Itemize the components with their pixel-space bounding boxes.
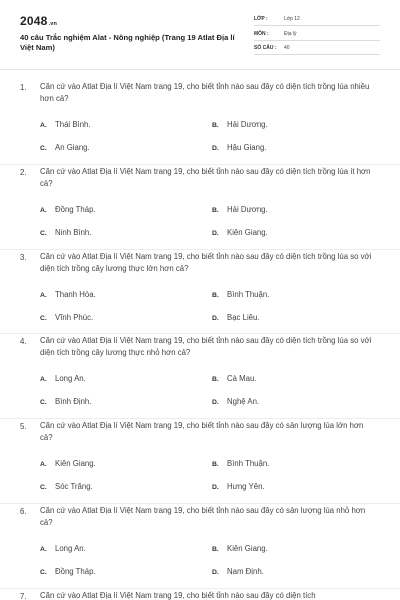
option-label: A. [40, 206, 47, 214]
answer-option-b[interactable] [212, 120, 268, 129]
option-text: Bạc Liêu. [227, 312, 260, 322]
question-text: Căn cứ vào Atlat Địa lí Việt Nam trang 19, cho biết tỉnh nào sau đây có diện tích trồng lúa so với diện tích trồng cây lương thực lớn hơn cả? [40, 251, 372, 273]
answer-option-c[interactable] [40, 567, 96, 576]
option-label: A. [40, 376, 47, 384]
question-list [0, 80, 400, 600]
answer-option-d[interactable] [212, 482, 265, 491]
option-label: B. [212, 545, 219, 553]
option-label: C. [40, 399, 47, 407]
option-label: D. [212, 314, 219, 322]
option-label: A. [40, 122, 47, 129]
answer-option-a[interactable] [40, 374, 86, 383]
option-text: Vĩnh Phúc. [55, 312, 94, 322]
option-label: C. [40, 568, 47, 576]
option-label: D. [212, 229, 219, 237]
answer-option-c[interactable] [40, 397, 91, 406]
meta-row-subject [254, 29, 380, 41]
question-text: Căn cứ vào Atlat Địa lí Việt Nam trang 19, cho biết tỉnh nào sau đây có sản lượng lúa nhỏ hơn cả? [40, 505, 366, 527]
option-label: B. [212, 461, 219, 469]
answer-option-c[interactable] [40, 143, 90, 152]
option-text: Ninh Bình. [55, 227, 92, 237]
option-label: C. [40, 145, 47, 152]
meta-label: MÔN : [254, 31, 269, 37]
meta-value: 40 [284, 45, 290, 51]
answer-option-b[interactable] [212, 459, 269, 468]
option-text: Cà Mau. [227, 374, 257, 384]
answer-option-a[interactable] [40, 544, 86, 553]
option-label: A. [40, 545, 47, 553]
site-logo[interactable] [20, 14, 57, 28]
option-text: Sóc Trăng. [55, 482, 93, 492]
answer-option-b[interactable] [212, 290, 269, 299]
option-text: An Giang. [55, 143, 90, 152]
meta-row-class [254, 14, 380, 26]
option-text: Thanh Hóa. [55, 289, 96, 299]
option-text: Thái Bình. [55, 120, 91, 129]
option-label: D. [212, 399, 219, 407]
header-divider [0, 69, 400, 70]
answer-option-c[interactable] [40, 228, 91, 237]
answer-option-d[interactable] [212, 313, 260, 322]
answer-option-b[interactable] [212, 544, 268, 553]
option-text: Đồng Tháp. [55, 566, 96, 576]
question-item [0, 419, 400, 504]
option-label: B. [212, 206, 219, 214]
meta-value: Lớp 12 [284, 16, 300, 22]
option-label: D. [212, 568, 219, 576]
question-number: 1. [20, 83, 27, 92]
question-item [0, 589, 400, 600]
option-text: Nam Định. [227, 566, 264, 576]
option-text: Bình Định. [55, 397, 92, 407]
answer-option-d[interactable] [212, 397, 259, 406]
option-label: D. [212, 145, 219, 152]
question-text: Căn cứ vào Atlat Địa lí Việt Nam trang 19, cho biết tỉnh nào sau đây có diện tích trồng lúa nhiều hơn cả? [40, 82, 370, 103]
question-item [0, 250, 400, 335]
option-text: Nghệ An. [227, 397, 260, 407]
option-text: Bình Thuận. [227, 459, 270, 469]
option-text: Hải Dương. [227, 204, 268, 214]
answer-option-d[interactable] [212, 228, 268, 237]
question-item [0, 334, 400, 419]
document-title: 40 câu Trắc nghiệm Alat - Nông nghiệp (Trang 19 Atlat Địa lí Việt Nam) [20, 33, 235, 52]
answer-option-d[interactable] [212, 567, 264, 576]
question-item [0, 165, 400, 250]
question-number: 5. [20, 422, 27, 432]
question-item [0, 80, 400, 165]
option-text: Long An. [55, 374, 86, 384]
question-text: Căn cứ vào Atlat Địa lí Việt Nam trang 19, cho biết tỉnh nào sau đây có diện tích trồng lúa so với diện tích trồng cây lương thực nhỏ hơn cả? [40, 336, 372, 358]
option-label: D. [212, 484, 219, 492]
brand-suffix: .vn [48, 21, 58, 27]
answer-option-a[interactable] [40, 459, 96, 468]
answer-option-a[interactable] [40, 205, 96, 214]
option-text: Hậu Giang. [227, 143, 267, 152]
question-number: 7. [20, 591, 27, 600]
option-text: Kiên Giang. [227, 543, 268, 553]
answer-option-a[interactable] [40, 120, 91, 129]
option-text: Hải Dương. [227, 120, 268, 129]
meta-row-question-count [254, 43, 380, 55]
option-text: Hưng Yên. [227, 482, 265, 492]
option-label: A. [40, 461, 47, 469]
option-label: B. [212, 291, 219, 299]
meta-value: Địa lý [284, 31, 297, 37]
option-text: Đồng Tháp. [55, 204, 96, 214]
option-text: Long An. [55, 543, 86, 553]
brand-name: 2048 [20, 14, 48, 28]
option-text: Kiên Giang. [227, 227, 268, 237]
answer-option-d[interactable] [212, 143, 266, 152]
question-number: 3. [20, 252, 27, 262]
answer-option-c[interactable] [40, 313, 93, 322]
question-number: 2. [20, 167, 27, 177]
meta-label: LỚP : [254, 16, 268, 22]
question-text: Căn cứ vào Atlat Địa lí Việt Nam trang 19, cho biết tỉnh nào sau đây có diện tích trồng lúa ít hơn cả? [40, 166, 371, 188]
option-label: A. [40, 291, 47, 299]
option-label: C. [40, 484, 47, 492]
option-text: Kiên Giang. [55, 459, 96, 469]
answer-option-c[interactable] [40, 482, 93, 491]
question-number: 6. [20, 506, 27, 516]
question-item [0, 504, 400, 589]
question-text: Căn cứ vào Atlat Địa lí Việt Nam trang 19, cho biết tỉnh nào sau đây có sản lượng lúa lớn hơn cả? [40, 421, 364, 443]
option-text: Bình Thuận. [227, 289, 270, 299]
option-label: B. [212, 376, 219, 384]
meta-label: SỐ CÂU : [254, 45, 277, 51]
option-label: C. [40, 314, 47, 322]
question-text: Căn cứ vào Atlat Địa lí Việt Nam trang 19, cho biết tỉnh nào sau đây có diện tích [40, 590, 316, 600]
answer-option-a[interactable] [40, 290, 96, 299]
answer-option-b[interactable] [212, 205, 268, 214]
question-number: 4. [20, 337, 27, 347]
answer-option-b[interactable] [212, 374, 256, 383]
document-header [0, 0, 400, 68]
option-label: C. [40, 229, 47, 237]
option-label: B. [212, 122, 219, 129]
